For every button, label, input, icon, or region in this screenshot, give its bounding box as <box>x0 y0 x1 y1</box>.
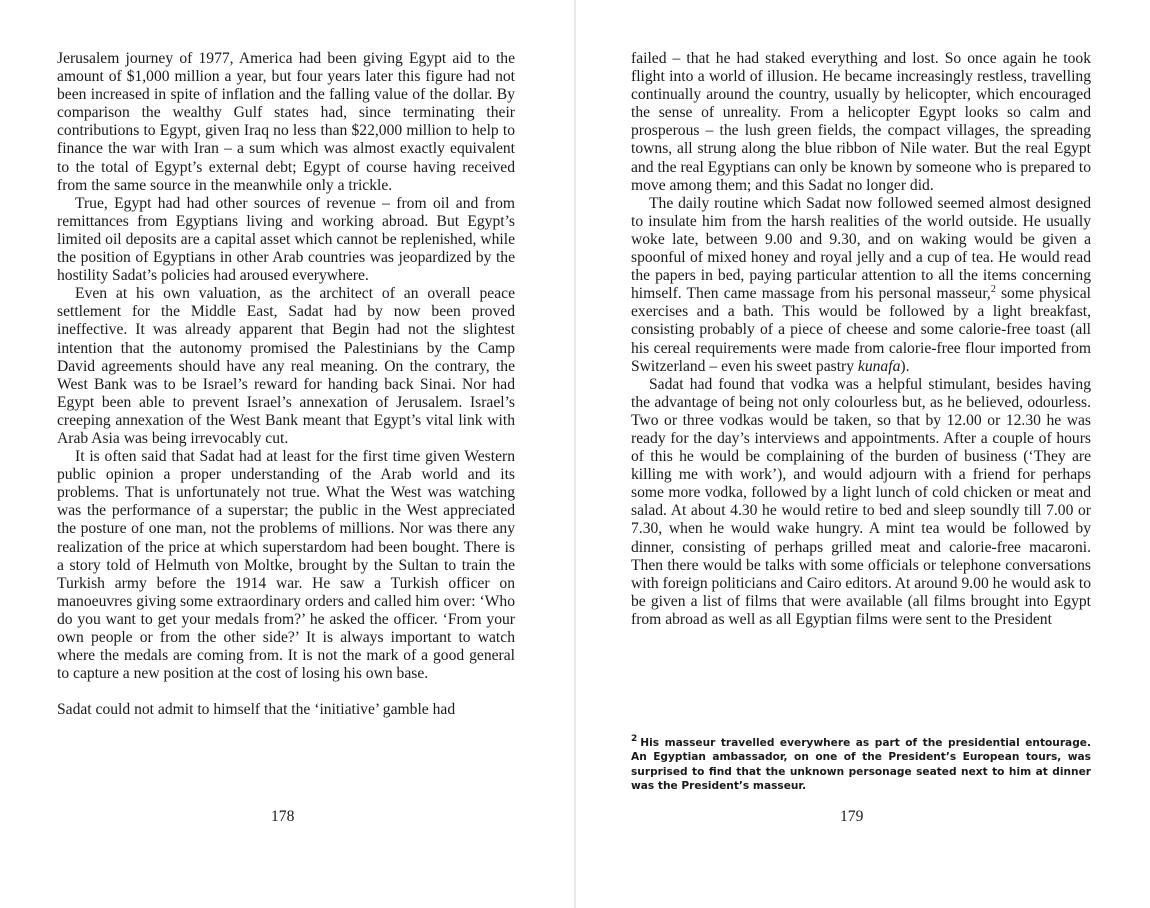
paragraph <box>631 195 1091 376</box>
paragraph: Sadat could not admit to himself that the ‘initiative’ gamble had <box>57 701 456 719</box>
italic-term: kunafa <box>857 357 901 375</box>
paragraph: True, Egypt had had other sources of revenue – from oil and from remittances from Egyptians living and working abroad. But Egypt’s limited oil deposits are a capital asset which cannot be replenished, while the position of Egyptians in other Arab countries was jeopardized by the hostility Sadat’s policies had aroused everywhere. <box>57 194 515 285</box>
page-number: 179 <box>840 808 864 825</box>
paragraph: Jerusalem journey of 1977, America had been giving Egypt aid to the amount of $1,000 million a year, but four years later this figure had not been increased in spite of inflation and the falling value of the dollar. By comparison the wealthy Gulf states had, since terminating their contributions to Egypt, given Iraq no less than $22,000 million to help to finance the war with Iran – a sum which was almost exactly equivalent to the total of Egypt’s external debt; Egypt of course having received from the same source in the meanwhile only a trickle. <box>57 50 515 194</box>
right-page-body <box>631 50 1091 629</box>
paragraph: failed – that he had staked everything and lost. So once again he took flight into a world of illusion. He became increasingly restless, travelling continually around the country, usually by helicopter, which encouraged the sense of unreality. From a helicopter Egypt looks so calm and prosperous – the lush green fields, the compact villages, the spreading towns, all strung along the blue ribbon of Nile water. But the real Egypt and the real Egyptians can only be known by someone who is prepared to move among them; and this Sadat no longer did. <box>631 50 1091 194</box>
paragraph-text: The daily routine which Sadat now followed seemed almost designed to insulate him from the harsh realities of the world outside. He usually woke late, between 9.00 and 9.30, and on waking would be given a spoonful of mixed honey and royal jelly and a cup of tea. He would read the papers in bed, paying particular attention to all the items concerning himself. Then came massage from his personal masseur, <box>631 194 1091 303</box>
paragraph: It is often said that Sadat had at least for the first time given Western public opinion a proper understanding of the Arab world and its problems. That is unfortunately not true. What the West was watching was the performance of a superstar; the public in the West appreciated the posture of one man, not the problems of millions. Nor was there any realization of the price at which superstardom had been bought. There is a story told of Helmuth von Moltke, brought by the Sultan to train the Turkish army before the 1914 war. He saw a Turkish officer on manoeuvres giving some extraordinary orders and called him over: ‘Who do you want to get your medals from?’ he asked the officer. ‘From your own people or from the other side?’ It is always important to watch where the medals are coming from. It is not the mark of a good general to capture a new position at the cost of losing his own base. <box>57 448 515 683</box>
paragraph: Sadat had found that vodka was a helpful stimulant, besides having the advantage of being not only colourless but, as he believed, odourless. Two or three vodkas would be taken, so that by 12.00 or 12.30 he was ready for the day’s interviews and appointments. After a couple of hours of this he would be complaining of the burden of business (‘They are killing me with work’), and would adjourn with a friend for perhaps some more vodka, followed by a light lunch of cold chicken or meat and salad. At about 4.30 he would retire to bed and sleep soundly till 7.00 or 7.30, when he would wake hungry. A mint tea would be followed by dinner, consisting of perhaps grilled meat and calorie-free macaroni. Then there would be talks with some officials or telephone conversations with foreign politicians and Cairo editors. At around 9.00 he would ask to be given a list of films that were available (all films brought into Egypt from abroad as well as all Egyptian films were sent to the President <box>631 375 1091 628</box>
paragraph-text: some physical exercises and a bath. This would be followed by a light breakfast, consisting probably of a piece of cheese and some calorie-free toast (all his cereal requirements were made from calorie-free flour imported from Switzerland – even his sweet pastry <box>631 285 1091 375</box>
paragraph: Even at his own valuation, as the architect of an overall peace settlement for the Middle East, Sadat had by now been proved ineffective. It was already apparent that Begin had not the slightest intention that the autonomy promised the Palestinians by the Camp David agreements should have any real meaning. On the contrary, the West Bank was to be Israel’s reward for handing back Sinai. Nor had Egypt been able to prevent Israel’s annexation of Jerusalem. Israel’s creeping annexation of the West Bank meant that Egypt’s vital link with Arab Asia was being irrevocably cut. <box>57 285 515 447</box>
right-page <box>575 0 1150 908</box>
footnote-number: 2 <box>631 734 638 745</box>
footnote-reference: 2 <box>990 284 996 296</box>
page-number: 178 <box>271 808 295 825</box>
footnote-text: His masseur travelled everywhere as part of the presidential entourage. An Egyptian ambassador, on one of the President’s European tours, was surprised to find that the unknown personage seated next to him at dinner was the President’s masseur. <box>631 737 1091 793</box>
footnote <box>631 736 1091 794</box>
paragraph-text: ). <box>900 357 910 375</box>
left-page-body <box>57 50 515 719</box>
